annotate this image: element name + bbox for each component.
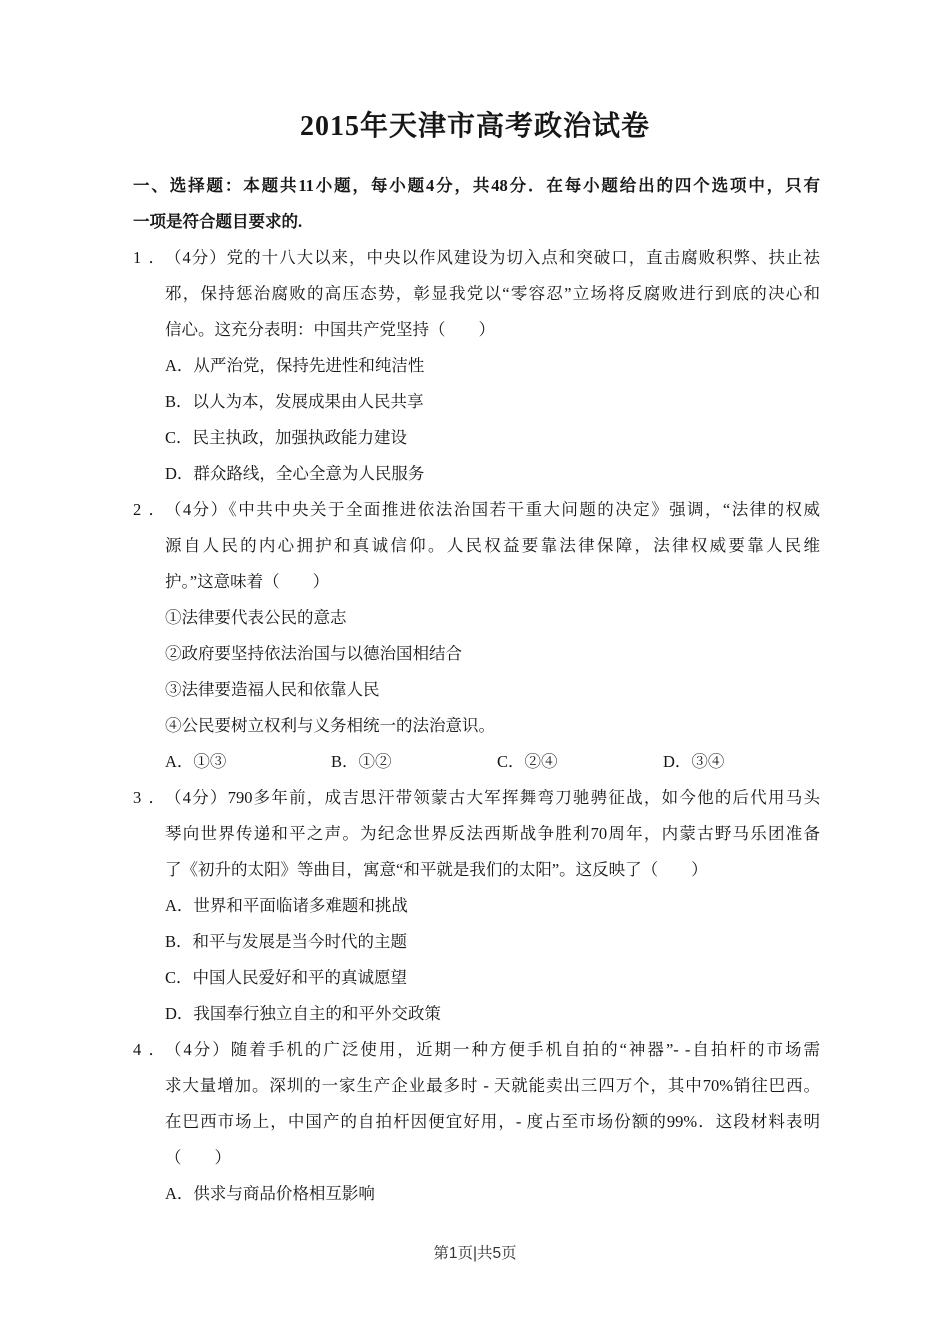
question-1	[133, 240, 820, 492]
question-line-text: （4分）随着手机的广泛使用，近期一种方便手机自拍的“神器”- -自拍杆的市场需	[165, 1040, 820, 1059]
option-item: A．世界和平面临诸多难题和挑战	[165, 896, 408, 915]
sub-item: ①法律要代表公民的意志	[165, 608, 347, 627]
question-body-line	[133, 1068, 820, 1104]
question-line-text: （4分）党的十八大以来，中央以作风建设为切入点和突破口，直击腐败积弊、扶止祛	[165, 248, 820, 267]
question-line-text: 在巴西市场上，中国产的自拍杆因便宜好用，- 度占至市场份额的99%．这段材料表明	[165, 1112, 820, 1131]
question-body-line	[133, 564, 820, 600]
option-item: B．和平与发展是当今时代的主题	[165, 932, 408, 951]
question-body-line	[133, 1032, 820, 1068]
options-row	[133, 744, 820, 780]
question-line-text: 求大量增加。深圳的一家生产企业最多时 - 天就能卖出三四万个，其中70%销往巴西。	[165, 1076, 820, 1095]
question-4	[133, 1032, 820, 1212]
section-header-line: 一项是符合题目要求的.	[133, 212, 303, 231]
option-item: A．供求与商品价格相互影响	[165, 1184, 375, 1203]
sub-item: ③法律要造福人民和依靠人民	[165, 680, 380, 699]
option-item: C．民主执政，加强执政能力建设	[165, 428, 408, 447]
question-body-line	[133, 1140, 820, 1176]
question-line-text: （4分）《中共中央关于全面推进依法治国若干重大问题的决定》强调，“法律的权威	[165, 500, 820, 519]
question-2	[133, 492, 820, 780]
question-number: 3．	[133, 788, 165, 807]
exam-body	[133, 168, 820, 1212]
question-body-line	[133, 852, 820, 888]
option-item: A．①③	[165, 752, 227, 771]
question-line-text: 信心。这充分表明：中国共产党坚持（ ）	[165, 320, 495, 339]
question-line-text: 邪，保持惩治腐败的高压态势，彰显我党以“零容忍”立场将反腐败进行到底的决心和	[165, 284, 820, 303]
question-3	[133, 780, 820, 1032]
question-line-text: （ ）	[165, 1148, 231, 1167]
option-item: D．群众路线，全心全意为人民服务	[165, 464, 425, 483]
question-number: 1．	[133, 248, 165, 267]
option-item: B．以人为本，发展成果由人民共享	[165, 392, 424, 411]
page-footer: 第1页|共5页	[433, 1245, 517, 1262]
option-item: C．中国人民爱好和平的真诚愿望	[165, 968, 408, 987]
question-line-text: 琴向世界传递和平之声。为纪念世界反法西斯战争胜利70周年，内蒙古野马乐团准备	[165, 824, 820, 843]
questions-list	[133, 240, 820, 1212]
option-item: D．我国奉行独立自主的和平外交政策	[165, 1004, 441, 1023]
question-line-text: 源自人民的内心拥护和真诚信仰。人民权益要靠法律保障，法律权威要靠人民维	[165, 536, 820, 555]
question-line-text: 护。”这意味着（ ）	[165, 572, 330, 591]
sub-item: ④公民要树立权利与义务相统一的法治意识。	[165, 716, 495, 735]
question-line-text: 了《初升的太阳》等曲目，寓意“和平就是我们的太阳”。这反映了（ ）	[165, 860, 708, 879]
question-line-text: （4分）790多年前，成吉思汗带领蒙古大军挥舞弯刀驰骋征战，如今他的后代用马头	[165, 788, 820, 807]
question-body-line	[133, 528, 820, 564]
question-body-line	[133, 780, 820, 816]
option-item: B．①②	[331, 752, 392, 771]
question-body-line	[133, 816, 820, 852]
section-header	[133, 168, 820, 240]
question-body-line	[133, 276, 820, 312]
option-item: D．③④	[663, 752, 725, 771]
question-body-line	[133, 492, 820, 528]
sub-item: ②政府要坚持依法治国与以德治国相结合	[165, 644, 462, 663]
question-body-line	[133, 240, 820, 276]
question-number: 4．	[133, 1040, 165, 1059]
section-header-line: 一、选择题：本题共11小题，每小题4分，共48分．在每小题给出的四个选项中，只有	[133, 176, 820, 195]
question-body-line	[133, 312, 820, 348]
question-number: 2．	[133, 500, 165, 519]
exam-title: 2015年天津市高考政治试卷	[299, 111, 650, 142]
question-body-line	[133, 1104, 820, 1140]
option-item: C．②④	[497, 752, 558, 771]
option-item: A．从严治党，保持先进性和纯洁性	[165, 356, 425, 375]
